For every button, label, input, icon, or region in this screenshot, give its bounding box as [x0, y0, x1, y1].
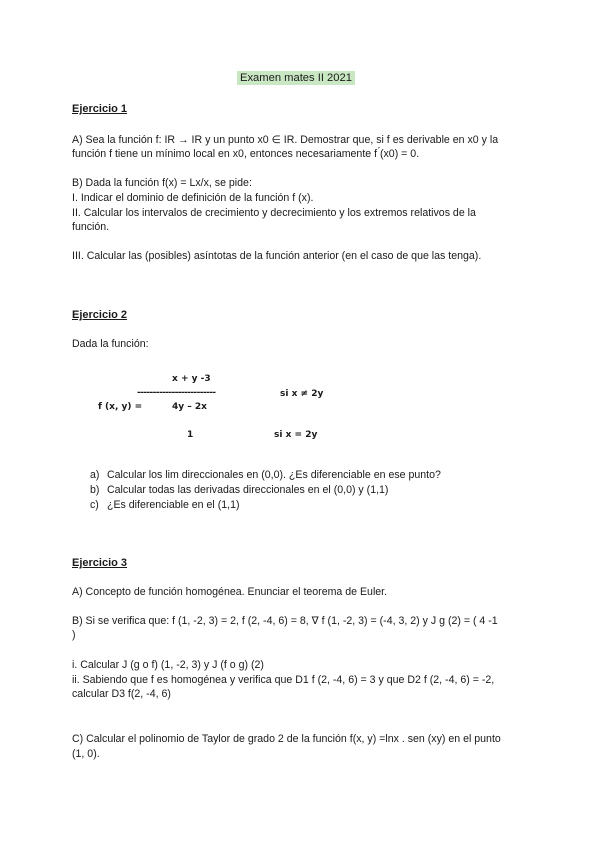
ex1-a-line-1: A) Sea la función f: IR → IR y un punto x0 ∈ IR. Demostrar que, si f es derivable en x0 y la — [72, 134, 499, 146]
exercise-3-heading: Ejercicio 3 — [72, 557, 128, 569]
fraction-bar: ------------------------- — [137, 388, 216, 398]
ex1-b-line-4: función. — [72, 221, 110, 233]
ex1-b-line-5: III. Calcular las (posibles) asíntotas de la función anterior (en el caso de que las tenga). — [72, 250, 482, 262]
ex3-b-line-1: B) Si se verifica que: f (1, -2, 3) = 2, f (2, -4, 6) = 8, ∇ f (1, -2, 3) = (-4, 3, 2) y J g (2) = ( 4 -1 — [72, 615, 498, 627]
page-title: Examen mates II 2021 — [237, 71, 355, 85]
ex3-b-line-2: ) — [72, 629, 76, 641]
list-item-label: a) — [90, 469, 100, 481]
piece-value-2: 1 — [187, 430, 194, 440]
fraction-numerator: x + y -3 — [172, 374, 211, 384]
ex3-i-line: i. Calcular J (g o f) (1, -2, 3) y J (f o g) (2) — [72, 659, 264, 671]
ex3-c-line-2: (1, 0). — [72, 748, 100, 760]
ex1-a-line-2: función f tiene un mínimo local en x0, entonces necesariamente f ́(x0) = 0. — [72, 148, 420, 160]
ex3-ii-line-2: calcular D3 f(2, -4, 6) — [72, 688, 171, 700]
condition-1: si x ≠ 2y — [280, 389, 324, 399]
list-item-text: Calcular los lim direccionales en (0,0). ¿Es diferenciable en ese punto? — [107, 469, 441, 481]
ex3-a-line: A) Concepto de función homogénea. Enunciar el teorema de Euler. — [72, 586, 388, 598]
ex1-b-line-2: I. Indicar el dominio de definición de la función f (x). — [72, 192, 314, 204]
ex1-b-line-3: II. Calcular los intervalos de crecimiento y decrecimiento y los extremos relativos de la — [72, 207, 476, 219]
fraction-denominator: 4y – 2x — [172, 402, 207, 412]
ex1-b-line-1: B) Dada la función f(x) = Lx/x, se pide: — [72, 177, 252, 189]
list-item-label: c) — [90, 499, 99, 511]
condition-2: si x = 2y — [274, 430, 318, 440]
list-item-text: ¿Es diferenciable en el (1,1) — [107, 499, 240, 511]
exercise-1-heading: Ejercicio 1 — [72, 103, 128, 115]
ex2-intro: Dada la función: — [72, 338, 149, 350]
list-item-text: Calcular todas las derivadas direccionales en el (0,0) y (1,1) — [107, 484, 389, 496]
exercise-2-heading: Ejercicio 2 — [72, 309, 128, 321]
list-item-label: b) — [90, 484, 100, 496]
ex3-c-line-1: C) Calcular el polinomio de Taylor de grado 2 de la función f(x, y) =lnx . sen (xy) en el punto — [72, 733, 501, 745]
function-name: f (x, y) = — [98, 402, 143, 412]
ex3-ii-line-1: ii. Sabiendo que f es homogénea y verifica que D1 f (2, -4, 6) = 3 y que D2 f (2, -4, 6) = -2, — [72, 674, 495, 686]
